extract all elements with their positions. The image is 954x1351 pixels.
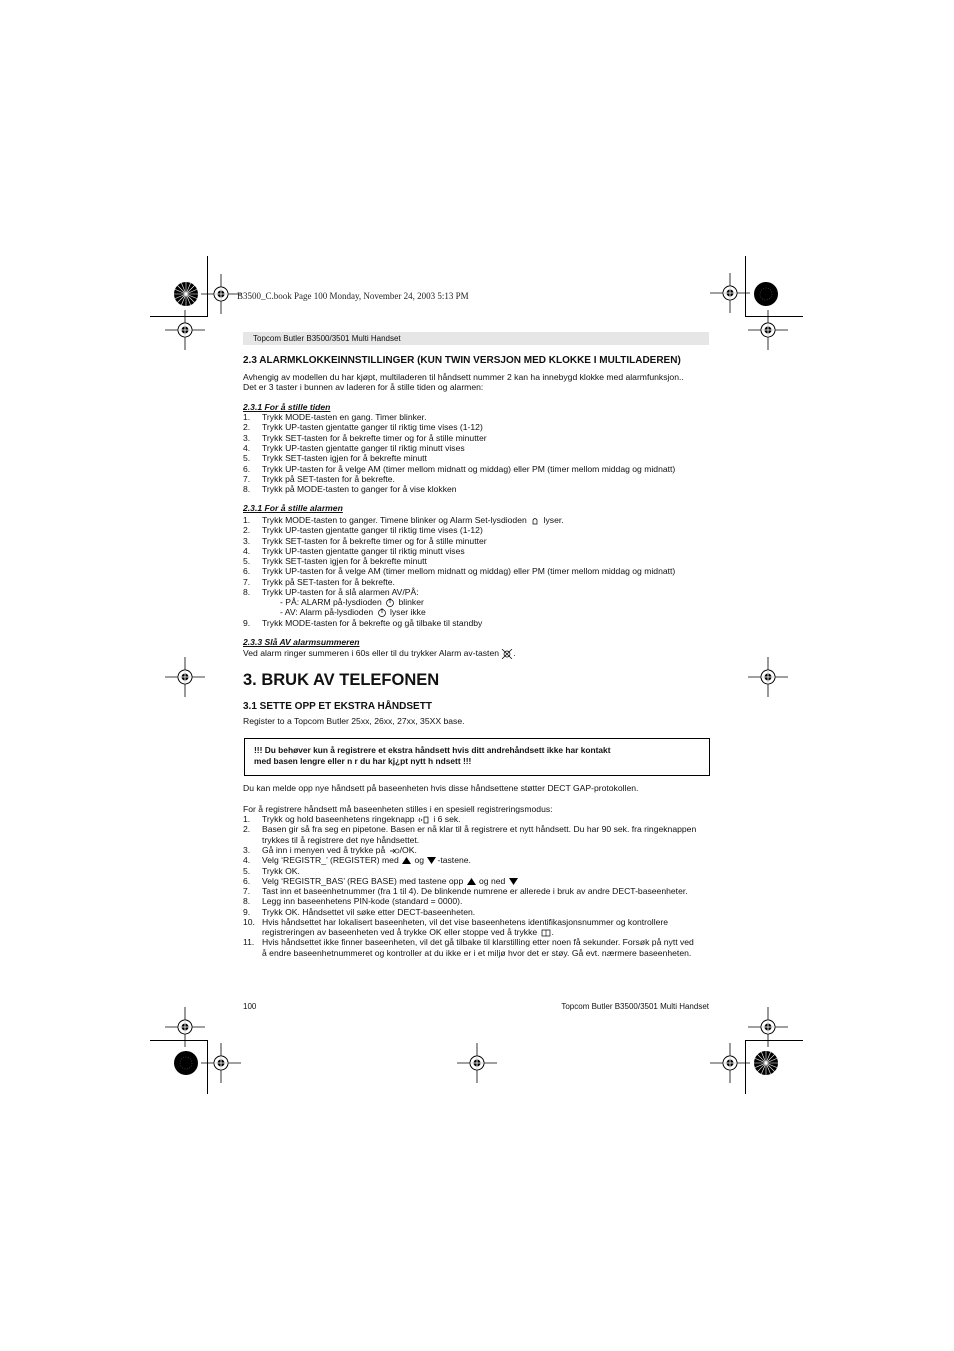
- list-item: Trykk UP-tasten for å slå alarmen AV/PÅ:: [262, 587, 419, 597]
- warning-text: med basen lengre eller n r du har kj¿pt nytt h ndsett !!!: [254, 756, 472, 766]
- list-item: Trykk SET-tasten for å bekrefte timer og for å stille minutter: [262, 536, 487, 546]
- list-number: 5.: [243, 453, 251, 463]
- list-number: 9.: [243, 618, 251, 628]
- list-item-text: i 6 sek.: [433, 814, 461, 824]
- list-item: Trykk på SET-tasten for å bekrefte.: [262, 474, 395, 484]
- arrow-up-icon: [466, 877, 477, 886]
- list-number: 4.: [243, 546, 251, 556]
- list-number: 5.: [243, 556, 251, 566]
- list-item-text: lyser ikke: [389, 607, 426, 617]
- subsection-heading: 2.3.3 Slå AV alarmsummeren: [243, 637, 360, 647]
- list-number: 10.: [243, 917, 255, 927]
- list-number: 11.: [243, 937, 255, 947]
- list-number: 8.: [243, 484, 251, 494]
- list-number: 7.: [243, 577, 251, 587]
- list-item: Trykk MODE-tasten for å bekrefte og gå tilbake til standby: [262, 618, 483, 628]
- list-item: Basen gir så fra seg en pipetone. Basen er nå klar til å registrere et nytt håndsett. Du har 90 sek. fra ringeknappen: [262, 824, 697, 834]
- list-item: [262, 855, 471, 865]
- list-number: 9.: [243, 907, 251, 917]
- list-number: 6.: [243, 566, 251, 576]
- alarm-led-icon: [376, 608, 388, 618]
- warning-text: !!! Du behøver kun å registrere et ekstra håndsett hvis ditt andrehåndsett ikke har kontakt: [254, 745, 611, 755]
- intro-text: Det er 3 taster i bunnen av laderen for å stille tiden og alarmen:: [243, 382, 484, 392]
- list-number: 4.: [243, 855, 251, 865]
- mute-text-part: .: [513, 648, 516, 658]
- alarm-off-icon: [501, 648, 516, 659]
- list-number: 8.: [243, 896, 251, 906]
- list-item: Trykk SET-tasten for å bekrefte timer og for å stille minutter: [262, 433, 487, 443]
- list-number: 2.: [243, 422, 251, 432]
- list-item: Trykk UP-tasten gjentatte ganger til riktig time vises (1-12): [262, 422, 483, 432]
- page-number: 100: [243, 1002, 257, 1011]
- arrow-down-icon: [508, 877, 519, 886]
- list-number: 3.: [243, 433, 251, 443]
- list-item: å endre baseenhetnummeret og kontroller at du ikke er i et miljø hvor det er støy. Gå evt. nærmere baseenheten.: [262, 948, 692, 958]
- list-item-text: .: [551, 927, 554, 937]
- list-item-text: lyser.: [543, 515, 564, 525]
- list-item-text: -tastene.: [437, 855, 471, 865]
- list-item: Trykk på MODE-tasten to ganger for å vise klokken: [262, 484, 457, 494]
- section-title: 2.3 ALARMKLOKKEINNSTILLINGER (KUN TWIN VERSJON MED KLOKKE I MULTILADEREN): [243, 355, 681, 366]
- list-item-text: Trykk MODE-tasten to ganger. Timene blinker og Alarm Set-lysdioden: [262, 515, 527, 525]
- list-item-text: og: [414, 855, 425, 865]
- paragraph: Du kan melde opp nye håndsett på baseenheten hvis disse håndsettene støtter DECT GAP-protokollen.: [243, 783, 639, 793]
- list-number: 3.: [243, 536, 251, 546]
- list-item: Trykk UP-tasten gjentatte ganger til riktig minutt vises: [262, 443, 465, 453]
- list-item-text: blinker: [398, 597, 424, 607]
- list-item: Tast inn et baseenhetnummer (fra 1 til 4). De blinkende numrene er allerede i bruk av andre DECT-baseenheter.: [262, 886, 688, 896]
- list-item-text: Trykk og hold baseenhetens ringeknapp: [262, 814, 415, 824]
- list-number: 6.: [243, 876, 251, 886]
- list-item: Trykk UP-tasten for å velge AM (timer mellom midnatt og middag) eller PM (timer mellom middag og midnatt): [262, 566, 676, 576]
- list-number: 7.: [243, 474, 251, 484]
- list-item: Trykk UP-tasten for å velge AM (timer mellom midnatt og middag) eller PM (timer mellom middag og midnatt): [262, 464, 676, 474]
- list-number: 3.: [243, 845, 251, 855]
- list-item-text: - PÅ: ALARM på-lysdioden: [280, 597, 382, 607]
- book-info: B3500_C.book Page 100 Monday, November 24, 2003 5:13 PM: [237, 291, 469, 301]
- list-item: Hvis håndsettet ikke finner baseenheten, vil det gå tilbake til klarstilling etter noen få sekunder. Forsøk på nytt ved: [262, 937, 694, 947]
- subsection-heading: 2.3.1 For å stille tiden: [243, 402, 331, 412]
- list-item: Legg inn baseenhetens PIN-kode (standard = 0000).: [262, 896, 463, 906]
- chapter-title: 3. BRUK AV TELEFONEN: [243, 671, 440, 689]
- list-item: Trykk UP-tasten gjentatte ganger til riktig minutt vises: [262, 546, 465, 556]
- list-item: Trykk MODE-tasten en gang. Timer blinker.: [262, 412, 427, 422]
- list-number: 2.: [243, 824, 251, 834]
- list-item-text: registreringen av baseenheten ved å trykke OK eller stoppe ved å trykke: [262, 927, 538, 937]
- list-item: [262, 876, 519, 886]
- list-number: 8.: [243, 587, 251, 597]
- bell-icon: [529, 516, 541, 526]
- list-item: trykkes til å registrere det nye håndsettet.: [262, 835, 420, 845]
- list-item: Trykk SET-tasten igjen for å bekrefte minutt: [262, 453, 427, 463]
- list-item-text: og ned: [479, 876, 506, 886]
- list-item-text: /OK.: [399, 845, 417, 855]
- list-item-text: Velg ‘REGISTR_BAS’ (REG BASE) med tastene opp: [262, 876, 464, 886]
- footer-product: Topcom Butler B3500/3501 Multi Handset: [561, 1002, 709, 1011]
- list-number: 6.: [243, 464, 251, 474]
- list-number: 1.: [243, 412, 251, 422]
- list-item-text: - AV: Alarm på-lysdioden: [280, 607, 374, 617]
- list-number: 1.: [243, 515, 251, 525]
- arrow-down-icon: [426, 856, 437, 865]
- list-number: 2.: [243, 525, 251, 535]
- list-item-text: Gå inn i menyen ved å trykke på: [262, 845, 386, 855]
- intro-text: Avhengig av modellen du har kjøpt, multiladeren til håndsett nummer 2 kan ha innebygd klokke med alarmfunksjon..: [243, 372, 684, 382]
- mute-text-part: Ved alarm ringer summeren i 60s eller til du trykker Alarm av-tasten: [243, 648, 499, 658]
- list-item-text: Velg ‘REGISTR_’ (REGISTER) med: [262, 855, 399, 865]
- subsection-heading: 2.3.1 For å stille alarmen: [243, 503, 343, 513]
- warning-box: [244, 738, 710, 776]
- register-line: Register to a Topcom Butler 25xx, 26xx, 27xx, 35XX base.: [243, 716, 465, 726]
- list-item: Trykk OK.: [262, 866, 300, 876]
- list-number: 4.: [243, 443, 251, 453]
- section-title: 3.1 SETTE OPP ET EKSTRA HÅNDSETT: [243, 701, 432, 712]
- alarm-off-line: [280, 607, 426, 618]
- list-item: Hvis håndsettet har lokalisert baseenheten, vil det vise baseenhetens identifikasjonsnummer og kontrollere: [262, 917, 669, 927]
- list-item: Trykk UP-tasten gjentatte ganger til riktig time vises (1-12): [262, 525, 483, 535]
- paragraph: For å registrere håndsett må baseenheten stilles i en spesiell registreringsmodus:: [243, 804, 553, 814]
- mute-text: [243, 648, 516, 659]
- list-number: 1.: [243, 814, 251, 824]
- list-number: 5.: [243, 866, 251, 876]
- running-header: Topcom Butler B3500/3501 Multi Handset: [253, 334, 401, 343]
- list-item: Trykk på SET-tasten for å bekrefte.: [262, 577, 395, 587]
- list-item: Trykk SET-tasten igjen for å bekrefte minutt: [262, 556, 427, 566]
- list-item: Trykk OK. Håndsettet vil søke etter DECT-baseenheten.: [262, 907, 476, 917]
- arrow-up-icon: [401, 856, 412, 865]
- list-number: 7.: [243, 886, 251, 896]
